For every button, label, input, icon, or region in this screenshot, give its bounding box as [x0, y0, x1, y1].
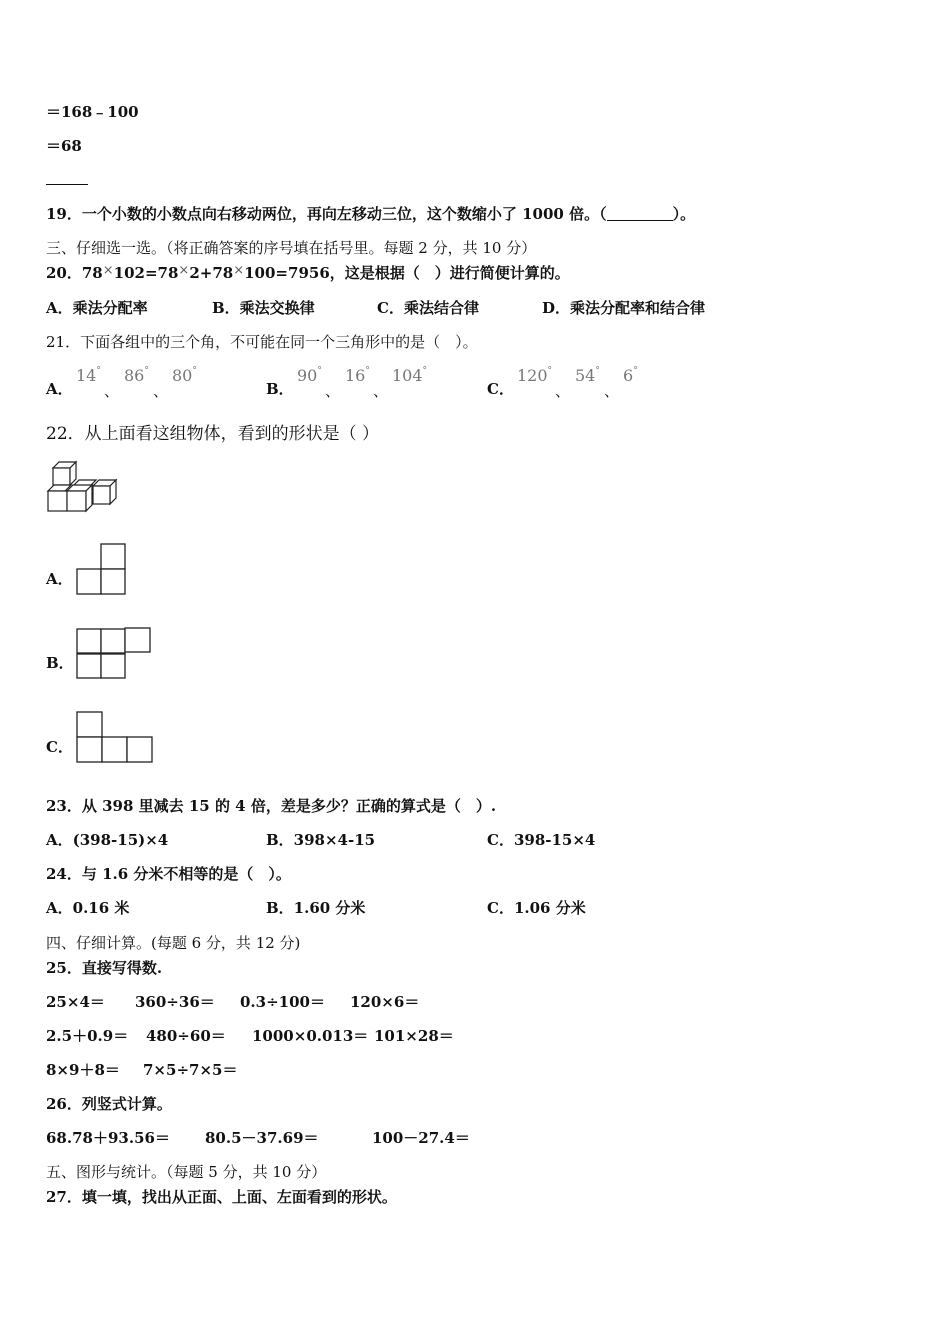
stacked-cubes-icon — [46, 458, 122, 514]
answer-blank[interactable] — [607, 206, 673, 221]
question-26: 26．列竖式计算。 — [46, 1095, 172, 1113]
question-25: 25．直接写得数. — [46, 959, 163, 977]
angle: 16° — [345, 366, 370, 385]
section-4-heading: 四、仔细计算。(每题 6 分，共 12 分) — [46, 934, 301, 952]
angle: 120° — [517, 366, 553, 385]
separator: 、 — [555, 382, 571, 400]
calc-item: 360÷36＝ — [135, 993, 215, 1011]
separator: 、 — [325, 382, 341, 400]
question-20-part4: 100=7956，这是根据（ ）进行简便计算的。 — [244, 264, 570, 282]
separator: 、 — [373, 382, 389, 400]
q20-option-b[interactable]: B．乘法交换律 — [212, 299, 315, 317]
angle: 86° — [124, 366, 149, 385]
q24-option-b[interactable]: B．1.60 分米 — [266, 899, 366, 917]
question-19-text: 19．一个小数的小数点向右移动两位，再向左移动三位，这个数缩小了 1000 倍。（ — [46, 205, 607, 223]
calc-item: 8×9＋8＝ — [46, 1061, 120, 1079]
section-3-heading: 三、仔细选一选。（将正确答案的序号填在括号里。每题 2 分，共 10 分） — [46, 239, 537, 257]
q24-option-c[interactable]: C．1.06 分米 — [487, 899, 586, 917]
calc-line-2: ＝68 — [46, 137, 82, 155]
separator: 、 — [604, 382, 620, 400]
angle: 90° — [297, 366, 322, 385]
q23-option-c[interactable]: C．398-15×4 — [487, 831, 596, 849]
vertical-calc-item: 100－27.4＝ — [372, 1129, 470, 1147]
q24-option-a[interactable]: A．0.16 米 — [46, 899, 130, 917]
calc-item: 7×5÷7×5＝ — [143, 1061, 238, 1079]
question-19 — [46, 204, 695, 224]
question-20 — [46, 263, 570, 285]
question-20-part1: 20．78 — [46, 264, 103, 282]
q21-option-a-label[interactable]: A． — [46, 380, 73, 398]
angle: 14° — [76, 366, 101, 385]
divider — [46, 184, 88, 185]
q22-option-a-label[interactable]: A． — [46, 570, 73, 588]
question-27: 27．填一填，找出从正面、上面、左面看到的形状。 — [46, 1188, 397, 1206]
calc-item: 101×28＝ — [374, 1027, 454, 1045]
q20-option-c[interactable]: C．乘法结合律 — [377, 299, 479, 317]
angle: 104° — [392, 366, 428, 385]
question-22: 22．从上面看这组物体，看到的形状是（ ） — [46, 424, 380, 444]
times-icon: × — [233, 263, 245, 278]
question-20-part3: 2+78 — [189, 264, 234, 282]
calc-item: 480÷60＝ — [146, 1027, 226, 1045]
times-icon: × — [178, 263, 190, 278]
q23-option-b[interactable]: B．398×4-15 — [266, 831, 376, 849]
q20-option-a[interactable]: A．乘法分配率 — [46, 299, 148, 317]
q23-option-a[interactable]: A．(398-15)×4 — [46, 831, 169, 849]
calc-item: 2.5＋0.9＝ — [46, 1027, 129, 1045]
top-view-shape-a — [76, 543, 128, 596]
vertical-calc-item: 80.5－37.69＝ — [205, 1129, 319, 1147]
calc-line-1: ＝168﹣100 — [46, 103, 139, 121]
section-5-heading: 五、图形与统计。（每题 5 分，共 10 分） — [46, 1163, 327, 1181]
separator: 、 — [104, 382, 120, 400]
angle: 6° — [623, 366, 638, 385]
question-20-part2: 102=78 — [113, 264, 179, 282]
calc-item: 25×4＝ — [46, 993, 105, 1011]
top-view-shape-c — [76, 711, 154, 764]
question-23: 23．从 398 里减去 15 的 4 倍，差是多少？正确的算式是（ ）. — [46, 797, 497, 815]
angle: 54° — [575, 366, 600, 385]
question-24: 24．与 1.6 分米不相等的是（ ）。 — [46, 865, 291, 883]
times-icon: × — [102, 263, 114, 278]
angle: 80° — [172, 366, 197, 385]
q21-option-c-label[interactable]: C． — [487, 380, 514, 398]
calc-item: 0.3÷100＝ — [240, 993, 325, 1011]
q20-option-d[interactable]: D．乘法分配率和结合律 — [542, 299, 706, 317]
question-19-end: ）。 — [672, 205, 696, 223]
calc-item: 1000×0.013＝ — [252, 1027, 369, 1045]
question-21: 21．下面各组中的三个角，不可能在同一个三角形中的是（ ）。 — [46, 333, 478, 351]
q22-option-b-label[interactable]: B． — [46, 654, 74, 672]
calc-item: 120×6＝ — [350, 993, 420, 1011]
vertical-calc-item: 68.78＋93.56＝ — [46, 1129, 170, 1147]
q21-option-b-label[interactable]: B． — [266, 380, 294, 398]
separator: 、 — [153, 382, 169, 400]
q22-option-c-label[interactable]: C． — [46, 738, 73, 756]
top-view-shape-b — [76, 627, 152, 680]
